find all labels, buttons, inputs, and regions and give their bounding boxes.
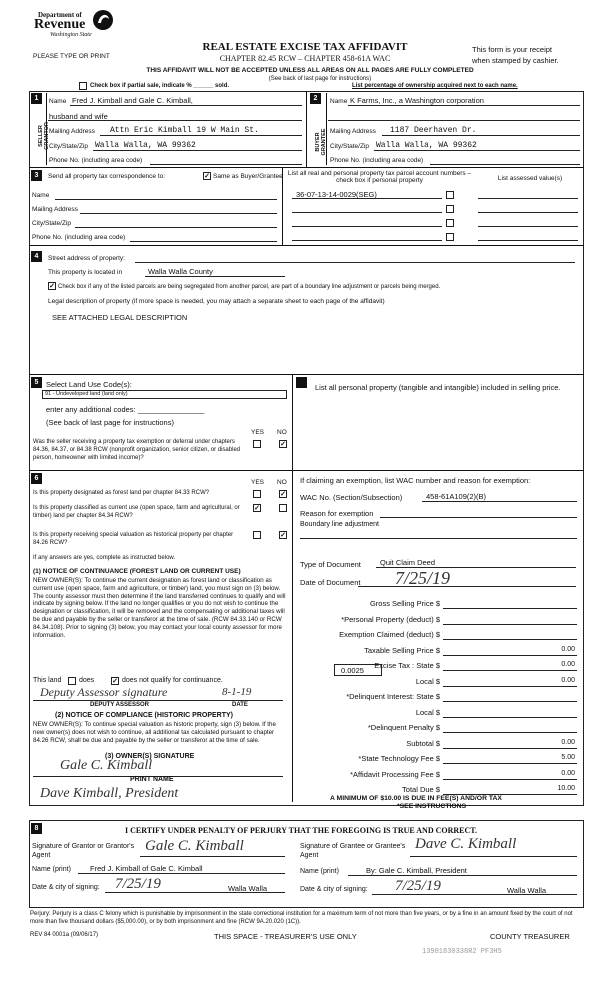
tax-row-label: *Personal Property (deduct) $ (341, 614, 440, 624)
does-label: does (79, 677, 95, 684)
land-use-label: Select Land Use Code(s): (46, 380, 132, 389)
grantee-city: Walla Walla (507, 886, 547, 895)
perjury-note: Perjury: Perjury is a class C felony which is punishable by imprisonment in the state correctional institution for a maximum term of not more than five years, or by a fine in an amount fixed by the court of not more than five thousand dollars ($5,000.00), or by both imprisonment and fine (RCW 9A.20.020 (1C)). (30, 911, 573, 925)
tax-row-value: 10.00 (557, 785, 575, 792)
forest-question: Is this property designated as forest land per chapter 84.33 RCW? (33, 490, 210, 496)
if-yes-note: If any answers are yes, complete as instructed below. (33, 555, 176, 561)
see-instructions: *SEE INSTRUCTIONS (397, 803, 467, 810)
county-treasurer: COUNTY TREASURER (490, 932, 570, 941)
segregated-note: Check box if any of the listed parcels are being segregated from another parcel, are part of a boundary line adjustment or parcels being merged. (58, 284, 441, 290)
section-2-number: 2 (310, 93, 321, 104)
current-use-yes-checkbox[interactable]: ✓ (254, 505, 260, 512)
tax-row-label: Excise Tax : State $ (374, 661, 440, 670)
parcel-personal-checkbox-4[interactable] (446, 233, 454, 241)
grantor-name-label: Name (print) (32, 866, 71, 873)
warning-banner: THIS AFFIDAVIT WILL NOT BE ACCEPTED UNLESS ALL AREAS ON ALL PAGES ARE FULLY COMPLETED (146, 67, 474, 74)
dor-logo-line1: Department of (38, 11, 82, 19)
land-does-label: This land (33, 677, 62, 684)
parcel-header: List all real and personal property tax parcel account numbers – check box if personal property (287, 170, 472, 184)
notice-continuance-body: NEW OWNER(S): To continue the current designation as forest land or classification as current use (open space, farm and agriculture, or timber) land, you must sign on (3) below. The county assessor must then determine if the land transferred continues to qualify and will indicate by signing below. If the land no longer qualifies or you do not wish to continue the designation or classification, it will be removed and the compensating or additional taxes will be due and payable by the seller or transferor at the time of sale. (RCW 84.33.140 or RCW 84.34.108). Prior to signing (3) below, you may contact your local county assessor for more information. (33, 577, 286, 639)
tax-row-label: Subtotal $ (406, 738, 440, 748)
print-name-label: PRINT NAME (130, 776, 174, 783)
tax-row-label: Gross Selling Price $ (369, 599, 440, 608)
receipt-note-1: This form is your receipt (472, 45, 553, 54)
buyer-mailing-label: Mailing Address (330, 128, 376, 135)
buyer-name: K Farms, Inc., a Washington corporation (350, 96, 484, 105)
grantee-sig-label: Signature of Grantee or Grantee's Agent (300, 843, 406, 859)
tax-row-value: 5.00 (561, 754, 575, 761)
exemption-yes-checkbox[interactable] (253, 440, 261, 448)
section-3-number: 3 (31, 170, 42, 181)
parcel-number: 36-07-13-14-0029(SEG) (296, 190, 377, 199)
wac-label: WAC No. (Section/Subsection) (300, 493, 403, 502)
doc-type-label: Type of Document (300, 560, 361, 569)
form-chapter: CHAPTER 82.45 RCW – CHAPTER 458-61A WAC (219, 54, 391, 63)
historic-question: Is this property receiving special valuation as historical property per chapter 84.26 RCW? (33, 532, 234, 546)
current-use-question: Is this property classified as current use (open space, farm and agricultural, or timber) land per chapter 84.34 RCW? (33, 505, 240, 519)
tax-row-value: 0.00 (561, 676, 575, 684)
seller-mailing-label: Mailing Address (49, 128, 95, 135)
assessed-header: List assessed value(s) (497, 175, 563, 182)
partial-sale-checkbox[interactable] (79, 82, 87, 90)
land-use-see-back: (See back of last page for instructions) (46, 418, 174, 427)
corr-name-label: Name (32, 192, 50, 199)
section-5-number: 5 (31, 377, 42, 388)
grantee-date-label: Date & city of signing: (300, 886, 368, 893)
does-checkbox[interactable] (68, 677, 76, 685)
grantor-date-label: Date & city of signing: (32, 884, 100, 891)
section-1-number: 1 (31, 93, 42, 104)
personal-property-label: List all personal property (tangible and intangible) included in selling price. (315, 383, 561, 392)
owner-signature: Gale C. Kimball (60, 758, 153, 773)
exemption-question: Was the seller receiving a property tax exemption or deferral under chapters 84.36, 84.37, or 84.38 RCW (nonprofit organization, senior citizen, or disabled person, homeowner with limited income)? (33, 439, 241, 461)
yes-header-5: YES (251, 429, 265, 436)
corr-phone-label: Phone No. (including area code) (32, 234, 126, 241)
seller-phone-label: Phone No. (including area code) (49, 157, 143, 164)
deputy-assessor-label: DEPUTY ASSESSOR (90, 702, 150, 708)
street-address-label: Street address of property: (48, 255, 125, 262)
certify-statement: I CERTIFY UNDER PENALTY OF PERJURY THAT THE FOREGOING IS TRUE AND CORRECT. (125, 826, 478, 835)
tax-row-label: *Delinquent Interest: State $ (346, 692, 440, 701)
same-as-buyer-label: Same as Buyer/Grantee (213, 173, 283, 180)
segregated-checkbox[interactable]: ✓ (49, 283, 55, 290)
additional-codes: enter any additional codes: ________________ (46, 405, 205, 414)
assessor-date: 8-1-19 (222, 686, 252, 698)
seller-name: Fred J. Kimball and Gale C. Kimball, (72, 96, 193, 105)
tax-row-label: Local $ (415, 707, 440, 717)
doc-type: Quit Claim Deed (380, 558, 436, 567)
section-7-marker (296, 377, 307, 388)
grantee-name: By: Gale C. Kimball, President (366, 866, 467, 875)
minimum-note: A MINIMUM OF $10.00 IS DUE IN FEE(S) AND/OR TAX (330, 795, 502, 802)
partial-sale-label: Check box if partial sale, indicate % ______ sold. (90, 83, 230, 89)
dor-logo-line3: Washington State (50, 32, 92, 38)
does-not-label: does not qualify for continuance. (122, 677, 223, 684)
grantor-name: Fred J. Kimball of Gale C. Kimball (90, 864, 203, 873)
wac-number: 458-61A109(2)(B) (426, 492, 487, 501)
no-header-6: NO (277, 479, 287, 486)
assessor-signature: Deputy Assessor signature (40, 685, 168, 699)
corr-mailing-label: Mailing Address (32, 206, 78, 213)
reason-text: Boundary line adjustment (300, 521, 379, 528)
seller-city-label: City/State/Zip (49, 143, 89, 150)
section-8-number: 8 (31, 823, 42, 834)
notice-compliance-body: NEW OWNER(S): To continue special valuation as historic property, sign (3) below. If the new owner(s) does not wish to continue, all additional tax calculated pursuant to chapter 84.26 RCW, shall be due and payable by the seller or transferor at the time of sale. (33, 721, 276, 744)
buyer-city: Walla Walla, WA 99362 (376, 141, 477, 150)
located-label: This property is located in (48, 269, 123, 276)
yes-header-6: YES (251, 479, 265, 486)
seller-mailing: Attn Eric Kimball 19 W Main St. (110, 126, 259, 135)
forest-no-checkbox[interactable]: ✓ (280, 491, 286, 498)
county: Walla Walla County (148, 267, 213, 276)
form-title: REAL ESTATE EXCISE TAX AFFIDAVIT (202, 41, 408, 53)
historic-yes-checkbox[interactable] (253, 531, 261, 539)
corr-city-label: City/State/Zip (32, 220, 72, 227)
does-not-checkbox[interactable]: ✓ (112, 678, 118, 685)
buyer-city-label: City/State/Zip (330, 143, 370, 150)
ownership-note: List percentage of ownership acquired next to each name. (352, 83, 518, 89)
tax-row-label: Exemption Claimed (deduct) $ (339, 630, 440, 639)
tax-row-value: 0.00 (561, 769, 575, 777)
legal-description-label: Legal description of property (if more space is needed, you may attach a separate sheet to each page of the affidavit) (48, 298, 385, 305)
treasurer-space: THIS SPACE - TREASURER'S USE ONLY (214, 932, 357, 941)
legal-description: SEE ATTACHED LEGAL DESCRIPTION (52, 313, 188, 322)
please-print: PLEASE TYPE OR PRINT (33, 53, 110, 60)
parcel-personal-checkbox-2[interactable] (446, 205, 454, 213)
exemption-label: If claiming an exemption, list WAC number and reason for exemption: (300, 476, 531, 485)
seller-name-label: Name (49, 98, 67, 105)
grantor-sig-label: Signature of Grantor or Grantor's Agent (32, 843, 135, 859)
seller-name-2: husband and wife (49, 112, 108, 121)
tax-row-label: Taxable Selling Price $ (364, 645, 440, 655)
tax-row-label: Total Due $ (402, 785, 440, 794)
buyer-name-label: Name (330, 98, 348, 105)
seller-city: Walla Walla, WA 99362 (95, 141, 196, 150)
parcel-personal-checkbox-3[interactable] (446, 219, 454, 227)
land-use-code: 91 - Undeveloped land (land only) (45, 391, 128, 397)
section-4-number: 4 (31, 251, 42, 262)
forest-yes-checkbox[interactable] (253, 490, 261, 498)
grantee-name-label: Name (print) (300, 868, 339, 875)
parcel-personal-checkbox-1[interactable] (446, 191, 454, 199)
buyer-mailing: 1187 Deerhaven Dr. (390, 126, 477, 135)
tax-row-value: 0.00 (561, 738, 575, 746)
see-back-note: (See back of last page for instructions) (268, 76, 372, 82)
grantor-signature: Gale C. Kimball (145, 838, 244, 854)
buyer-side-label: BUYER GRANTEE (315, 128, 327, 156)
current-use-no-checkbox[interactable] (279, 504, 287, 512)
doc-date: 7/25/19 (395, 568, 451, 588)
tax-row-value: 0.00 (561, 645, 575, 653)
reason-label: Reason for exemption (300, 509, 374, 518)
tax-row-value: 0.00 (561, 661, 575, 668)
tax-row-label: *Delinquent Penalty $ (367, 723, 440, 732)
grantee-date: 7/25/19 (395, 878, 441, 894)
historic-no-checkbox[interactable]: ✓ (280, 532, 286, 539)
seller-side-label: SELLER GRANTOR (38, 122, 50, 150)
tax-row-label: *Affidavit Processing Fee $ (350, 769, 440, 779)
assessor-date-label: DATE (232, 702, 248, 708)
recording-stamp: 13901830338R2 PF3H5 (422, 948, 502, 956)
buyer-phone-label: Phone No. (including area code) (330, 157, 424, 164)
form-number: REV 84 0001a (09/06/17) (30, 932, 99, 938)
doc-date-label: Date of Document (300, 578, 361, 587)
dor-logo (34, 9, 124, 43)
tax-row-label: Local $ (415, 676, 440, 686)
grantee-signature: Dave C. Kimball (415, 836, 517, 852)
section-6-number: 6 (31, 473, 42, 484)
same-as-buyer-checkbox[interactable]: ✓ (204, 173, 210, 180)
notice-compliance-title: (2) NOTICE OF COMPLIANCE (HISTORIC PROPERTY) (55, 712, 233, 719)
grantor-city: Walla Walla (228, 884, 268, 893)
dor-logo-line2: Revenue (34, 17, 86, 32)
no-header-5: NO (277, 429, 287, 436)
notice-continuance-title: (1) NOTICE OF CONTINUANCE (FOREST LAND OR CURRENT USE) (33, 568, 241, 575)
receipt-note-2: when stamped by cashier. (472, 56, 559, 65)
local-rate: 0.0025 (341, 666, 364, 675)
exemption-no-checkbox[interactable]: ✓ (280, 441, 286, 448)
tax-row-label: *State Technology Fee $ (358, 754, 440, 763)
grantor-date: 7/25/19 (115, 876, 161, 892)
correspondence-label: Send all property tax correspondence to: (48, 173, 166, 180)
dor-swirl-icon (92, 9, 114, 31)
owner-signature-label: (3) OWNER(S) SIGNATURE (105, 753, 195, 760)
print-name: Dave Kimball, President (40, 786, 179, 801)
